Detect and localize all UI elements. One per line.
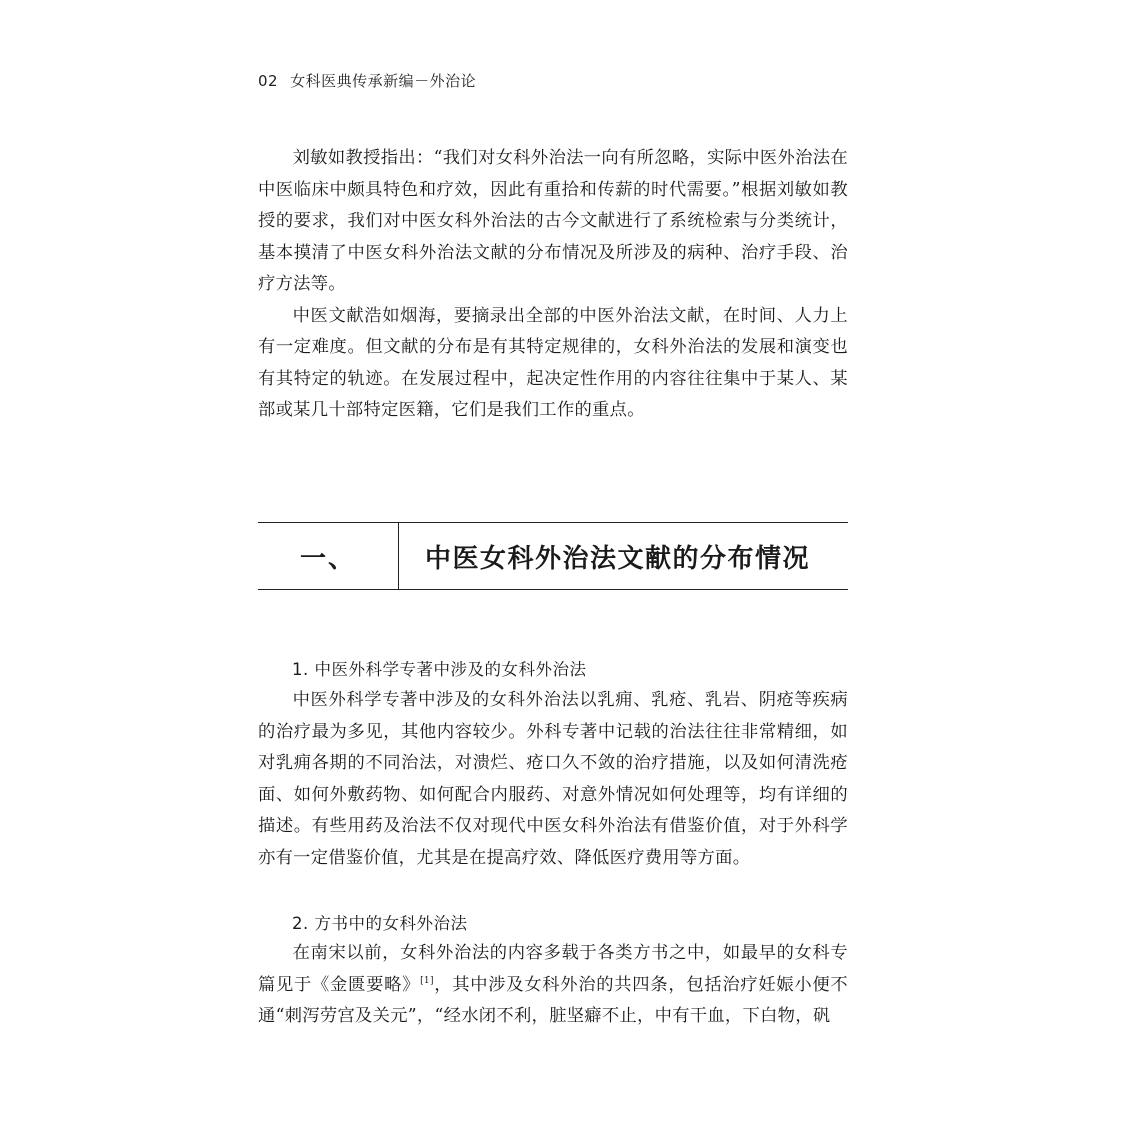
intro-paragraph-2: 中医文献浩如烟海，要摘录出全部的中医外治法文献，在时间、人力上有一定难度。但文献的分布是有其特定规律的，女科外治法的发展和演变也有其特定的轨迹。在发展过程中，起决定性作用的内容往往集中于某人、某部或某几十部特定医籍，它们是我们工作的重点。 [258,305,848,420]
subsection-paragraph-2 [258,938,848,1033]
intro-text [258,143,848,427]
running-header [258,70,476,91]
paragraph-text-after-ref: ，其中涉及女科外治的共四条，包括治疗妊娠小便不通“刺泻劳宫及关元”，“经水闭不利，脏坚癖不止，中有干血，下白物，矾 [258,974,849,1026]
subsection-body-1 [258,685,848,874]
footnote-reference[interactable]: [1] [420,975,434,986]
intro-paragraph-1: 刘敏如教授指出：“我们对女科外治法一向有所忽略，实际中医外治法在中医临床中颇具特色和疗效，因此有重拾和传薪的时代需要。”根据刘敏如教授的要求，我们对中医女科外治法的古今文献进行了系统检索与分类统计，基本摸清了中医女科外治法文献的分布情况及所涉及的病种、治疗手段、治疗方法等。 [258,148,848,294]
paragraph-text-before-ref: 在南宋以前，女科外治法的内容多载于各类方书之中，如最早的女科专篇见于《金匮要略》 [258,943,848,995]
section-title: 中医女科外治法文献的分布情况 [425,543,811,574]
book-title: 女科医典传承新编－外治论 [290,72,477,90]
section-number: 一、 [258,523,399,589]
page-number: 02 [258,72,279,90]
subsection-body-2 [258,938,848,1033]
subsection-paragraph-1: 中医外科学专著中涉及的女科外治法以乳痈、乳疮、乳岩、阴疮等疾病的治疗最为多见，其他内容较少。外科专著中记载的治法往往非常精细，如对乳痈各期的不同治法，对溃烂、疮口久不敛的治疗措施，以及如何清洗疮面、如何外敷药物、如何配合内服药、对意外情况如何处理等，均有详细的描述。有些用药及治法不仅对现代中医女科外治法有借鉴价值，对于外科学亦有一定借鉴价值，尤其是在提高疗效、降低医疗费用等方面。 [258,690,848,868]
section-heading [258,522,848,590]
subsection-heading-2: 2. 方书中的女科外治法 [292,914,468,933]
subsection-heading-1: 1. 中医外科学专著中涉及的女科外治法 [292,660,587,679]
